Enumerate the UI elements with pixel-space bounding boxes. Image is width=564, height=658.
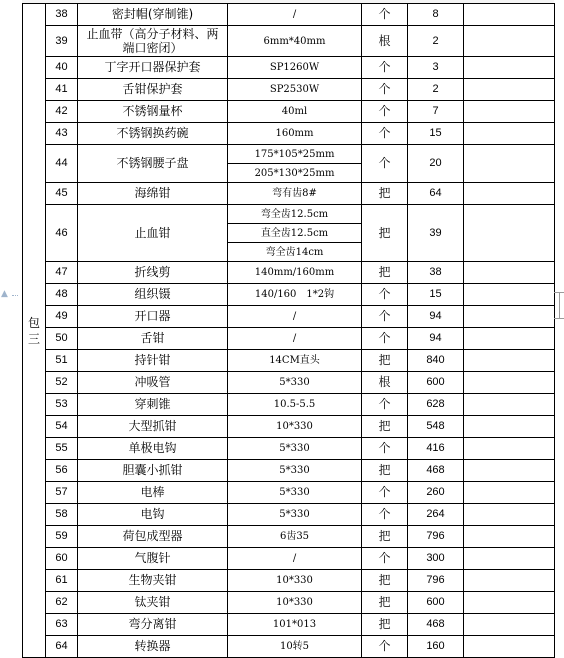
item-quantity: 3 bbox=[408, 57, 464, 79]
item-unit: 个 bbox=[362, 57, 408, 79]
item-spec: 弯全齿12.5cm bbox=[228, 205, 362, 224]
item-quantity: 94 bbox=[408, 328, 464, 350]
item-unit: 个 bbox=[362, 306, 408, 328]
item-quantity: 38 bbox=[408, 262, 464, 284]
item-spec: 14CM直头 bbox=[228, 350, 362, 372]
item-unit: 把 bbox=[362, 205, 408, 262]
item-name: 海绵钳 bbox=[78, 183, 228, 205]
item-name: 止血钳 bbox=[78, 205, 228, 262]
item-quantity: 600 bbox=[408, 372, 464, 394]
item-spec: 10.5-5.5 bbox=[228, 394, 362, 416]
item-name: 生物夹钳 bbox=[78, 570, 228, 592]
row-number: 60 bbox=[46, 548, 78, 570]
row-number: 39 bbox=[46, 26, 78, 57]
item-unit: 把 bbox=[362, 570, 408, 592]
row-number: 44 bbox=[46, 145, 78, 183]
item-name: 转换器 bbox=[78, 636, 228, 658]
item-name: 电棒 bbox=[78, 482, 228, 504]
row-number: 43 bbox=[46, 123, 78, 145]
item-name: 止血带（高分子材料、两端口密闭） bbox=[78, 26, 228, 57]
table-row bbox=[23, 26, 555, 57]
item-unit: 个 bbox=[362, 123, 408, 145]
item-quantity: 300 bbox=[408, 548, 464, 570]
item-unit: 个 bbox=[362, 145, 408, 183]
item-unit: 根 bbox=[362, 26, 408, 57]
blank-cell bbox=[464, 79, 555, 101]
row-number: 48 bbox=[46, 284, 78, 306]
item-spec: 140mm/160mm bbox=[228, 262, 362, 284]
item-spec: 直全齿12.5cm bbox=[228, 224, 362, 243]
item-quantity: 840 bbox=[408, 350, 464, 372]
table-row bbox=[23, 205, 555, 224]
blank-cell bbox=[464, 284, 555, 306]
item-quantity: 416 bbox=[408, 438, 464, 460]
item-quantity: 7 bbox=[408, 101, 464, 123]
blank-cell bbox=[464, 394, 555, 416]
item-spec: 6mm*40mm bbox=[228, 26, 362, 57]
item-quantity: 468 bbox=[408, 460, 464, 482]
table-row bbox=[23, 328, 555, 350]
item-unit: 把 bbox=[362, 416, 408, 438]
item-unit: 个 bbox=[362, 284, 408, 306]
table-row bbox=[23, 482, 555, 504]
item-spec: 10转5 bbox=[228, 636, 362, 658]
row-number: 51 bbox=[46, 350, 78, 372]
category-char: 三 bbox=[27, 331, 40, 346]
item-unit: 个 bbox=[362, 504, 408, 526]
table-row bbox=[23, 526, 555, 548]
item-spec: / bbox=[228, 4, 362, 26]
item-quantity: 15 bbox=[408, 284, 464, 306]
item-name: 气腹针 bbox=[78, 548, 228, 570]
item-name: 组织镊 bbox=[78, 284, 228, 306]
item-quantity: 600 bbox=[408, 592, 464, 614]
item-spec: / bbox=[228, 548, 362, 570]
row-number: 41 bbox=[46, 79, 78, 101]
item-name: 舌钳 bbox=[78, 328, 228, 350]
item-name: 穿刺锥 bbox=[78, 394, 228, 416]
item-unit: 个 bbox=[362, 636, 408, 658]
item-spec: 40ml bbox=[228, 101, 362, 123]
item-quantity: 548 bbox=[408, 416, 464, 438]
blank-cell bbox=[464, 123, 555, 145]
row-number: 54 bbox=[46, 416, 78, 438]
item-unit: 个 bbox=[362, 4, 408, 26]
table-row bbox=[23, 101, 555, 123]
row-number: 38 bbox=[46, 4, 78, 26]
item-spec: 5*330 bbox=[228, 482, 362, 504]
table-row bbox=[23, 438, 555, 460]
category-char: 包 bbox=[27, 315, 40, 330]
row-number: 61 bbox=[46, 570, 78, 592]
item-spec: 5*330 bbox=[228, 504, 362, 526]
row-number: 50 bbox=[46, 328, 78, 350]
blank-cell bbox=[464, 570, 555, 592]
table-row bbox=[23, 504, 555, 526]
category-cell bbox=[23, 4, 46, 658]
item-quantity: 260 bbox=[408, 482, 464, 504]
item-name: 荷包成型器 bbox=[78, 526, 228, 548]
table-row bbox=[23, 306, 555, 328]
item-unit: 把 bbox=[362, 262, 408, 284]
item-name: 弯分离钳 bbox=[78, 614, 228, 636]
item-quantity: 628 bbox=[408, 394, 464, 416]
table-row bbox=[23, 548, 555, 570]
item-quantity: 94 bbox=[408, 306, 464, 328]
row-number: 47 bbox=[46, 262, 78, 284]
blank-cell bbox=[464, 372, 555, 394]
item-unit: 个 bbox=[362, 101, 408, 123]
blank-cell bbox=[464, 460, 555, 482]
row-number: 57 bbox=[46, 482, 78, 504]
row-number: 64 bbox=[46, 636, 78, 658]
row-number: 53 bbox=[46, 394, 78, 416]
table-row bbox=[23, 636, 555, 658]
item-name: 不锈钢腰子盘 bbox=[78, 145, 228, 183]
row-number: 45 bbox=[46, 183, 78, 205]
table-row bbox=[23, 284, 555, 306]
item-spec: / bbox=[228, 328, 362, 350]
item-unit: 个 bbox=[362, 394, 408, 416]
blank-cell bbox=[464, 592, 555, 614]
table-row bbox=[23, 123, 555, 145]
item-name: 胆囊小抓钳 bbox=[78, 460, 228, 482]
item-quantity: 796 bbox=[408, 570, 464, 592]
item-name: 不锈钢换药碗 bbox=[78, 123, 228, 145]
item-spec: 6齿35 bbox=[228, 526, 362, 548]
row-number: 62 bbox=[46, 592, 78, 614]
item-quantity: 39 bbox=[408, 205, 464, 262]
table-row bbox=[23, 145, 555, 164]
table-row bbox=[23, 183, 555, 205]
item-unit: 把 bbox=[362, 592, 408, 614]
table-row bbox=[23, 262, 555, 284]
blank-cell bbox=[464, 504, 555, 526]
blank-cell bbox=[464, 526, 555, 548]
item-spec: 175*105*25mm bbox=[228, 145, 362, 164]
table-row bbox=[23, 79, 555, 101]
blank-cell bbox=[464, 306, 555, 328]
table-row bbox=[23, 394, 555, 416]
item-quantity: 20 bbox=[408, 145, 464, 183]
item-table bbox=[22, 3, 555, 658]
item-unit: 根 bbox=[362, 372, 408, 394]
row-number: 49 bbox=[46, 306, 78, 328]
blank-cell bbox=[464, 350, 555, 372]
item-name: 持针钳 bbox=[78, 350, 228, 372]
row-number: 42 bbox=[46, 101, 78, 123]
blank-cell bbox=[464, 26, 555, 57]
item-quantity: 8 bbox=[408, 4, 464, 26]
blank-cell bbox=[464, 438, 555, 460]
item-quantity: 468 bbox=[408, 614, 464, 636]
item-unit: 个 bbox=[362, 328, 408, 350]
table-row bbox=[23, 350, 555, 372]
item-unit: 把 bbox=[362, 526, 408, 548]
item-spec: 160mm bbox=[228, 123, 362, 145]
blank-cell bbox=[464, 636, 555, 658]
item-name: 折线剪 bbox=[78, 262, 228, 284]
blank-cell bbox=[464, 328, 555, 350]
item-name: 大型抓钳 bbox=[78, 416, 228, 438]
blank-cell bbox=[464, 4, 555, 26]
item-spec: SP2530W bbox=[228, 79, 362, 101]
item-name: 电钩 bbox=[78, 504, 228, 526]
item-name: 舌钳保护套 bbox=[78, 79, 228, 101]
item-quantity: 15 bbox=[408, 123, 464, 145]
item-unit: 把 bbox=[362, 460, 408, 482]
item-quantity: 2 bbox=[408, 26, 464, 57]
item-quantity: 264 bbox=[408, 504, 464, 526]
item-quantity: 2 bbox=[408, 79, 464, 101]
row-number: 46 bbox=[46, 205, 78, 262]
item-spec: 5*330 bbox=[228, 460, 362, 482]
blank-cell bbox=[464, 416, 555, 438]
blank-cell bbox=[464, 614, 555, 636]
item-spec: 弯有齿8# bbox=[228, 183, 362, 205]
table-row bbox=[23, 592, 555, 614]
margin-ruler-mark bbox=[554, 292, 564, 320]
blank-cell bbox=[464, 145, 555, 183]
row-number: 40 bbox=[46, 57, 78, 79]
blank-cell bbox=[464, 205, 555, 262]
item-name: 不锈钢量杯 bbox=[78, 101, 228, 123]
item-spec: SP1260W bbox=[228, 57, 362, 79]
item-spec: 弯全齿14cm bbox=[228, 243, 362, 262]
item-unit: 个 bbox=[362, 79, 408, 101]
item-unit: 把 bbox=[362, 350, 408, 372]
table-row bbox=[23, 372, 555, 394]
table-row bbox=[23, 416, 555, 438]
item-quantity: 796 bbox=[408, 526, 464, 548]
item-spec: 10*330 bbox=[228, 592, 362, 614]
item-name: 钛夹钳 bbox=[78, 592, 228, 614]
item-unit: 个 bbox=[362, 438, 408, 460]
blank-cell bbox=[464, 548, 555, 570]
blank-cell bbox=[464, 183, 555, 205]
row-number: 58 bbox=[46, 504, 78, 526]
paragraph-marker-icon: ▲ bbox=[0, 289, 20, 303]
item-spec: / bbox=[228, 306, 362, 328]
blank-cell bbox=[464, 262, 555, 284]
table-row bbox=[23, 57, 555, 79]
item-unit: 个 bbox=[362, 482, 408, 504]
item-unit: 把 bbox=[362, 614, 408, 636]
item-spec: 5*330 bbox=[228, 438, 362, 460]
item-spec: 101*013 bbox=[228, 614, 362, 636]
table-row bbox=[23, 614, 555, 636]
blank-cell bbox=[464, 101, 555, 123]
row-number: 52 bbox=[46, 372, 78, 394]
row-number: 59 bbox=[46, 526, 78, 548]
item-quantity: 160 bbox=[408, 636, 464, 658]
item-spec: 140/160 1*2钩 bbox=[228, 284, 362, 306]
item-name: 丁字开口器保护套 bbox=[78, 57, 228, 79]
blank-cell bbox=[464, 57, 555, 79]
table-row bbox=[23, 570, 555, 592]
blank-cell bbox=[464, 482, 555, 504]
item-unit: 个 bbox=[362, 548, 408, 570]
item-name: 开口器 bbox=[78, 306, 228, 328]
item-spec: 10*330 bbox=[228, 416, 362, 438]
item-spec: 205*130*25mm bbox=[228, 164, 362, 183]
item-spec: 10*330 bbox=[228, 570, 362, 592]
table-row bbox=[23, 460, 555, 482]
row-number: 55 bbox=[46, 438, 78, 460]
item-quantity: 64 bbox=[408, 183, 464, 205]
item-name: 密封帽(穿制锥) bbox=[78, 4, 228, 26]
row-number: 56 bbox=[46, 460, 78, 482]
item-unit: 把 bbox=[362, 183, 408, 205]
table-row bbox=[23, 4, 555, 26]
item-name: 冲吸管 bbox=[78, 372, 228, 394]
item-spec: 5*330 bbox=[228, 372, 362, 394]
row-number: 63 bbox=[46, 614, 78, 636]
item-name: 单极电钩 bbox=[78, 438, 228, 460]
